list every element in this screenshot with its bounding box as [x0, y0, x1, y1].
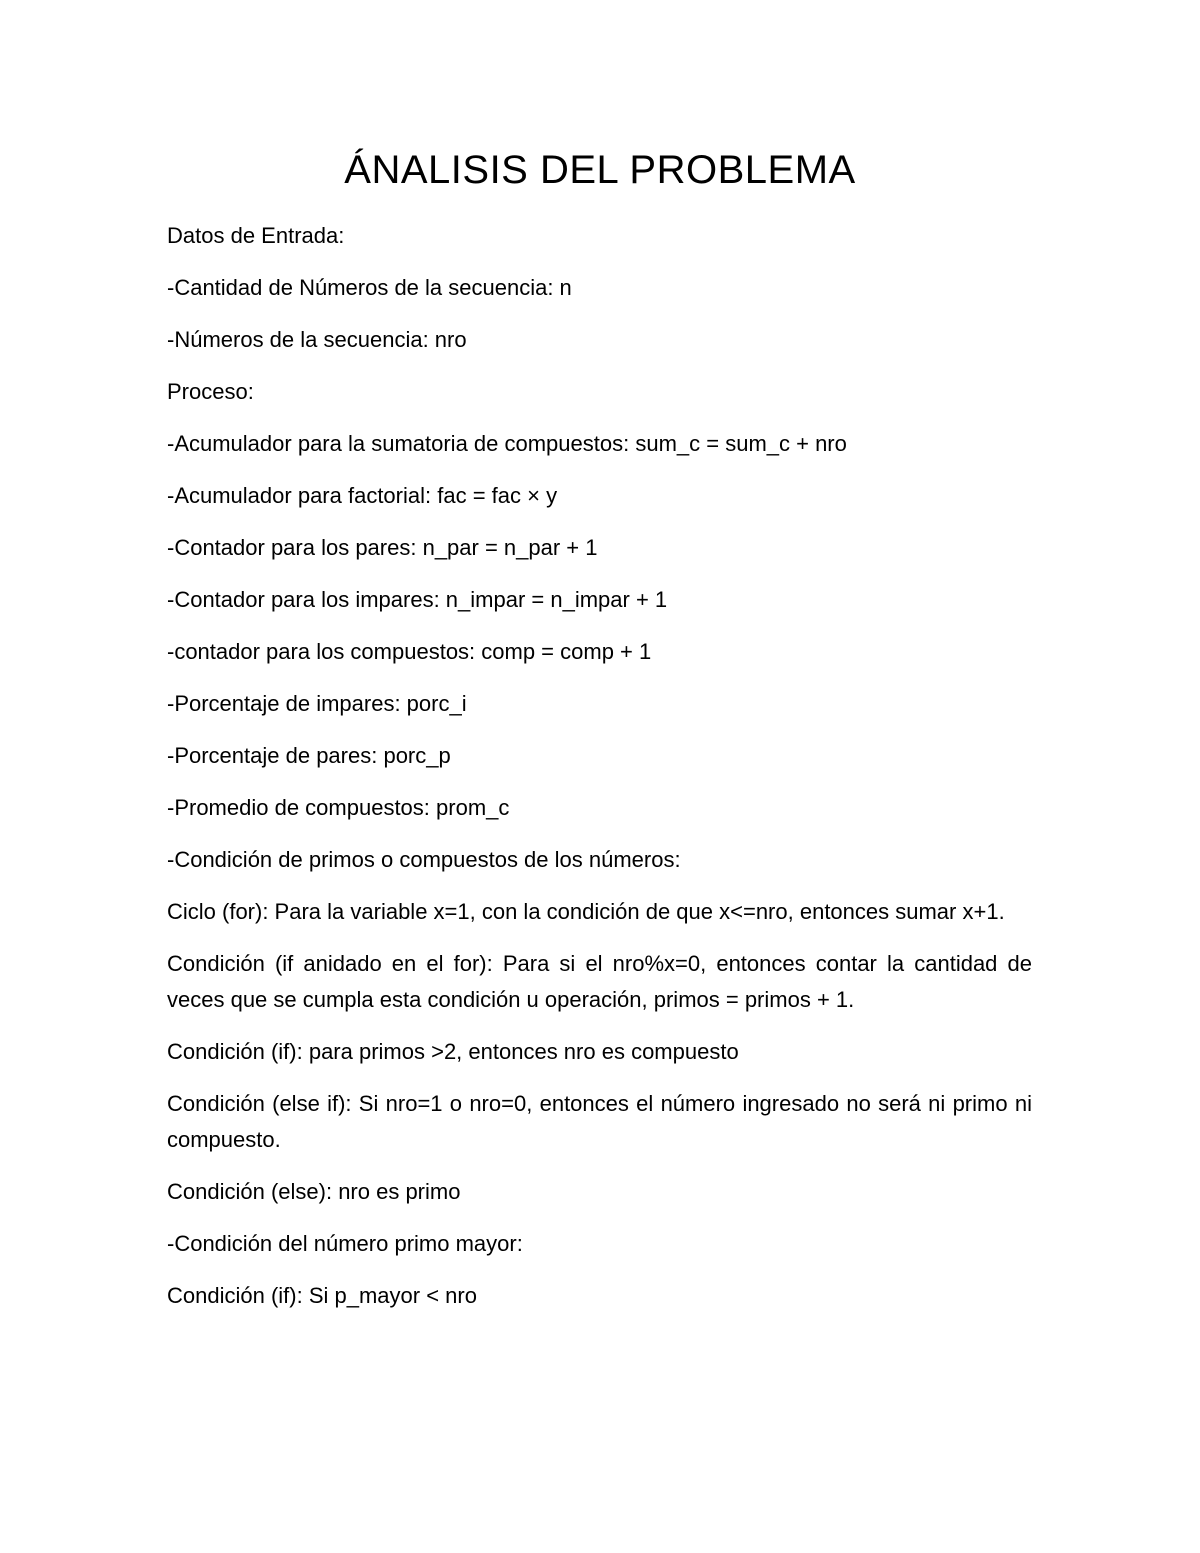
paragraph-input-heading: Datos de Entrada:: [167, 223, 345, 248]
paragraph-even-percentage: -Porcentaje de pares: porc_p: [167, 743, 451, 768]
paragraph-composite-counter: -contador para los compuestos: comp = comp + 1: [167, 639, 652, 664]
paragraph-largest-prime-heading: -Condición del número primo mayor:: [167, 1231, 523, 1256]
paragraph-else-prime: Condición (else): nro es primo: [167, 1179, 461, 1204]
paragraph-nested-if: Condición (if anidado en el for): Para si el nro%x=0, entonces contar la cantidad de veces que se cumpla esta condición u operación, primos = primos + 1.: [167, 951, 1032, 1012]
paragraph-if-composite: Condición (if): para primos >2, entonces nro es compuesto: [167, 1039, 739, 1064]
paragraph-odd-counter: -Contador para los impares: n_impar = n_impar + 1: [167, 587, 668, 612]
document-body: [167, 218, 1032, 1330]
paragraph-else-if: Condición (else if): Si nro=1 o nro=0, entonces el número ingresado no será ni primo ni compuesto.: [167, 1091, 1032, 1152]
paragraph-factorial-accumulator: -Acumulador para factorial: fac = fac × y: [167, 483, 558, 508]
paragraph-process-heading: Proceso:: [167, 379, 254, 404]
paragraph-odd-percentage: -Porcentaje de impares: porc_i: [167, 691, 467, 716]
paragraph-prime-condition-heading: -Condición de primos o compuestos de los números:: [167, 847, 681, 872]
paragraph-even-counter: -Contador para los pares: n_par = n_par + 1: [167, 535, 598, 560]
paragraph-input-numbers: -Números de la secuencia: nro: [167, 327, 467, 352]
paragraph-sum-accumulator: -Acumulador para la sumatoria de compuestos: sum_c = sum_c + nro: [167, 431, 847, 456]
paragraph-largest-prime-condition: Condición (if): Si p_mayor < nro: [167, 1283, 477, 1308]
paragraph-composite-average: -Promedio de compuestos: prom_c: [167, 795, 510, 820]
paragraph-for-loop: Ciclo (for): Para la variable x=1, con la condición de que x<=nro, entonces sumar x+1.: [167, 899, 1005, 924]
document-title: ÁNALISIS DEL PROBLEMA: [344, 148, 856, 192]
paragraph-input-count: -Cantidad de Números de la secuencia: n: [167, 275, 572, 300]
